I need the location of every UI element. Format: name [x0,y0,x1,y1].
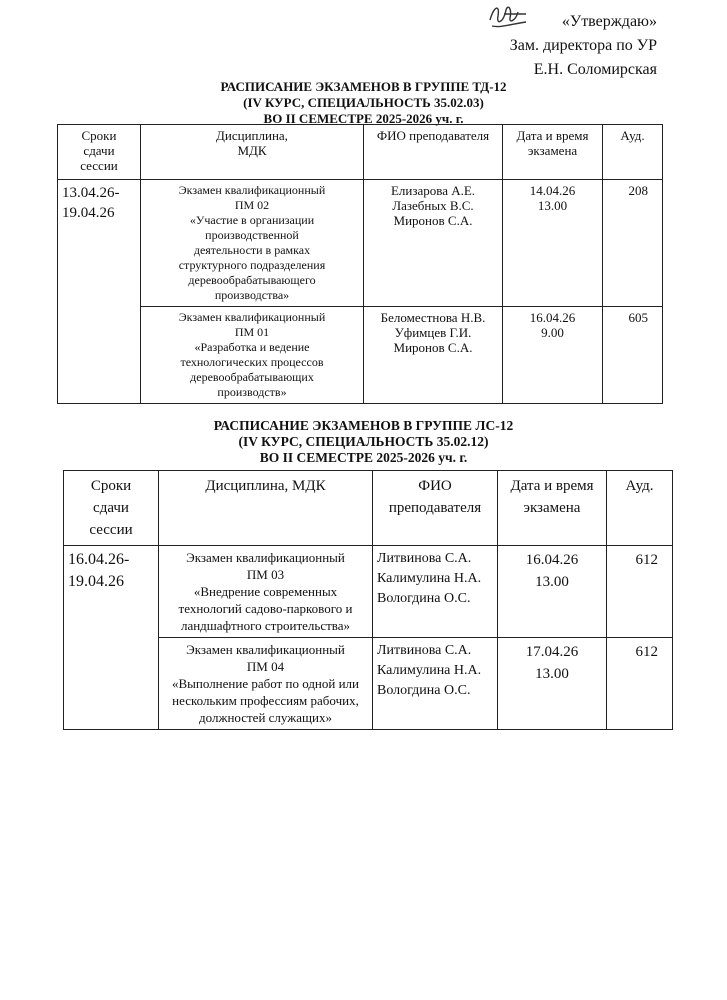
header-teacher: ФИО преподавателя [373,471,498,546]
title-line: ВО II СЕМЕСТРЕ 2025-2026 уч. г. [263,111,464,126]
room-cell: 612 [607,546,673,638]
approver-position: Зам. директора по УР [509,37,657,54]
header-discipline: Дисциплина, МДК [141,125,364,180]
header-room: Ауд. [607,471,673,546]
datetime-cell: 17.04.26 13.00 [498,638,607,730]
teacher-cell: Литвинова С.А. Калимулина Н.А. Вологдина О.С. [373,638,498,730]
datetime-cell: 14.04.26 13.00 [503,180,603,307]
discipline-cell: Экзамен квалификационный ПМ 01 «Разработка и ведение технологических процессов деревообрабатывающих производств» [141,307,364,404]
table-row [58,307,663,404]
table-row [58,180,663,307]
room-cell: 612 [607,638,673,730]
header-teacher: ФИО преподавателя [364,125,503,180]
title-line: (IV КУРС, СПЕЦИАЛЬНОСТЬ 35.02.03) [243,95,484,110]
teacher-cell: Беломестнова Н.В. Уфимцев Г.И. Миронов С.А. [364,307,503,404]
schedule-2-table [63,470,673,730]
table-header-row [64,471,673,546]
room-cell: 605 [603,307,663,404]
schedule-1-title [0,79,727,127]
header-period: Сроки сдачи сессии [64,471,159,546]
session-period: 13.04.26-19.04.26 [58,180,141,404]
schedule-2-title [0,418,727,466]
header-period: Сроки сдачи сессии [58,125,141,180]
title-line: ВО II СЕМЕСТРЕ 2025-2026 уч. г. [259,450,468,465]
header-room: Ауд. [603,125,663,180]
teacher-cell: Литвинова С.А. Калимулина Н.А. Вологдина О.С. [373,546,498,638]
discipline-cell: Экзамен квалификационный ПМ 04 «Выполнение работ по одной или нескольким профессиям рабочих, должностей служащих» [159,638,373,730]
discipline-cell: Экзамен квалификационный ПМ 03 «Внедрение современных технологий садово-паркового и ландшафтного строительства» [159,546,373,638]
discipline-cell: Экзамен квалификационный ПМ 02 «Участие в организации производственной деятельности в рамках структурного подразделения деревообрабатывающего производства» [141,180,364,307]
room-cell: 208 [603,180,663,307]
title-line: (IV КУРС, СПЕЦИАЛЬНОСТЬ 35.02.12) [238,434,489,449]
schedule-1-table [57,124,663,404]
datetime-cell: 16.04.26 9.00 [503,307,603,404]
approval-block [510,10,657,82]
header-datetime: Дата и время экзамена [503,125,603,180]
table-header-row [58,125,663,180]
teacher-cell: Елизарова А.Е. Лазебных В.С. Миронов С.А. [364,180,503,307]
approval-stamp: «Утверждаю» [561,13,657,30]
approver-name: Е.Н. Соломирская [533,61,657,78]
header-discipline: Дисциплина, МДК [159,471,373,546]
table-row [64,546,673,638]
session-period: 16.04.26-19.04.26 [64,546,159,730]
header-datetime: Дата и время экзамена [498,471,607,546]
title-line: РАСПИСАНИЕ ЭКЗАМЕНОВ В ГРУППЕ ЛС-12 [213,418,514,433]
datetime-cell: 16.04.26 13.00 [498,546,607,638]
title-line: РАСПИСАНИЕ ЭКЗАМЕНОВ В ГРУППЕ ТД-12 [220,79,507,94]
